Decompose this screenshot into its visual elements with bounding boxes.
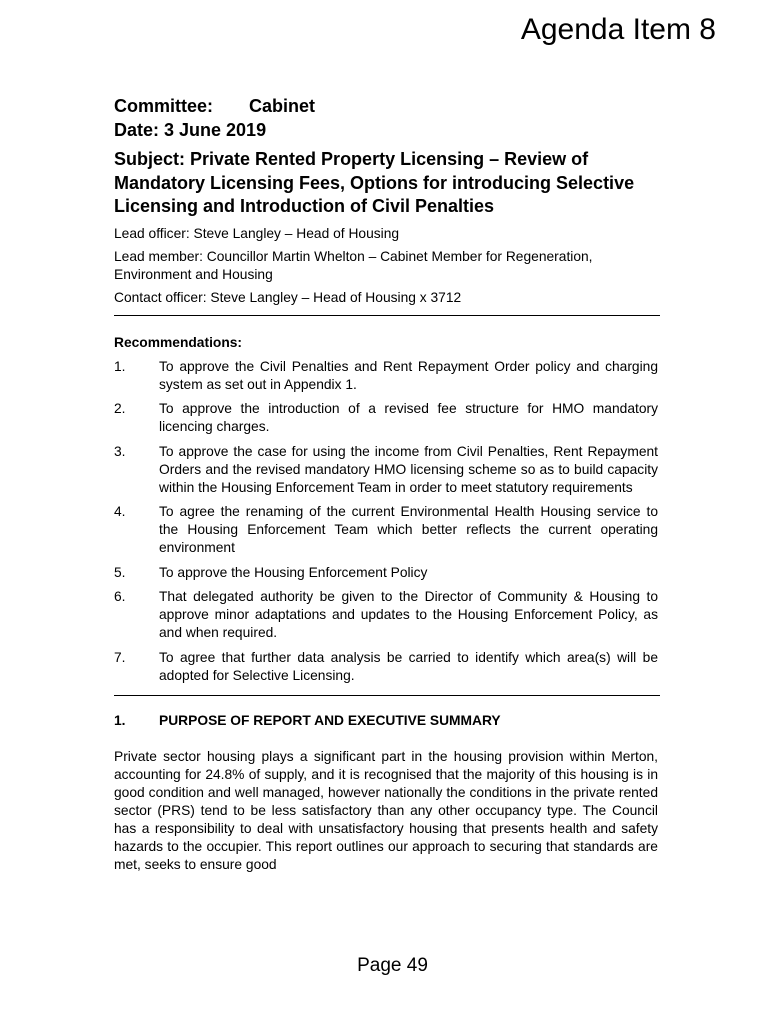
recommendations-list xyxy=(114,358,658,685)
list-item xyxy=(114,443,658,497)
item-number: 2. xyxy=(114,401,126,416)
committee-label: Committee: xyxy=(114,96,214,116)
item-number: 7. xyxy=(114,649,126,665)
list-item xyxy=(114,358,658,394)
item-text: To approve the case for using the income from Civil Penalties, Rent Repayment Orders and the revised mandatory HMO licensing scheme so as to build capacity within the Housing Enforcement Team in order to meet statutory requirements xyxy=(159,443,658,495)
page-number: Page 49 xyxy=(357,955,428,976)
recommendations-heading: Recommendations: xyxy=(114,334,243,350)
lead-member: Lead member: Councillor Martin Whelton – Cabinet Member for Regeneration, Environment and Housing xyxy=(114,249,593,282)
item-text: To agree the renaming of the current Environmental Health Housing service to the Housing Enforcement Team which better reflects the current operating environment xyxy=(159,504,658,555)
list-item xyxy=(114,400,658,436)
item-number: 1. xyxy=(114,358,126,374)
section-heading xyxy=(114,712,658,730)
item-number: 5. xyxy=(114,564,126,580)
list-item xyxy=(114,564,658,582)
contact-officer: Contact officer: Steve Langley – Head of Housing x 3712 xyxy=(114,290,462,305)
item-text: That delegated authority be given to the Director of Community & Housing to approve minor adaptations and updates to the Housing Enforcement Policy, as and when required. xyxy=(159,589,658,640)
item-text: To approve the Housing Enforcement Policy xyxy=(159,564,428,580)
document-body xyxy=(114,92,658,874)
meeting-date: Date: 3 June 2019 xyxy=(114,120,267,140)
section-paragraph: Private sector housing plays a significant part in the housing provision within Merton, accounting for 24.8% of supply, and it is recognised that the majority of this housing is in good condition and well managed, however nationally the conditions in the private rented sector (PRS) tend to be less satisfactory than any other occupancy type. The Council has a responsibility to deal with unsatisfactory housing that presents health and safety hazards to the occupier. This report outlines our approach to securing that standards are met, seeks to ensure good xyxy=(114,748,658,872)
item-number: 6. xyxy=(114,589,126,604)
divider xyxy=(114,695,660,696)
section-title: PURPOSE OF REPORT AND EXECUTIVE SUMMARY xyxy=(159,712,501,728)
committee-value: Cabinet xyxy=(249,96,316,116)
item-number: 3. xyxy=(114,443,126,459)
item-text: To agree that further data analysis be carried to identify which area(s) will be adopted for Selective Licensing. xyxy=(159,649,658,683)
report-subject: Subject: Private Rented Property Licensing – Review of Mandatory Licensing Fees, Options for introducing Selective Licensing and Introduction of Civil Penalties xyxy=(114,149,635,216)
list-item xyxy=(114,503,658,557)
section-number: 1. xyxy=(114,712,126,728)
divider xyxy=(114,315,660,316)
item-text: To approve the introduction of a revised fee structure for HMO mandatory licencing charges. xyxy=(159,401,658,434)
list-item xyxy=(114,588,658,642)
list-item xyxy=(114,649,658,685)
lead-officer: Lead officer: Steve Langley – Head of Housing xyxy=(114,225,400,241)
agenda-item-label: Agenda Item 8 xyxy=(520,13,716,46)
committee-line xyxy=(114,94,658,118)
item-text: To approve the Civil Penalties and Rent Repayment Order policy and charging system as set out in Appendix 1. xyxy=(159,358,658,392)
item-number: 4. xyxy=(114,504,126,519)
